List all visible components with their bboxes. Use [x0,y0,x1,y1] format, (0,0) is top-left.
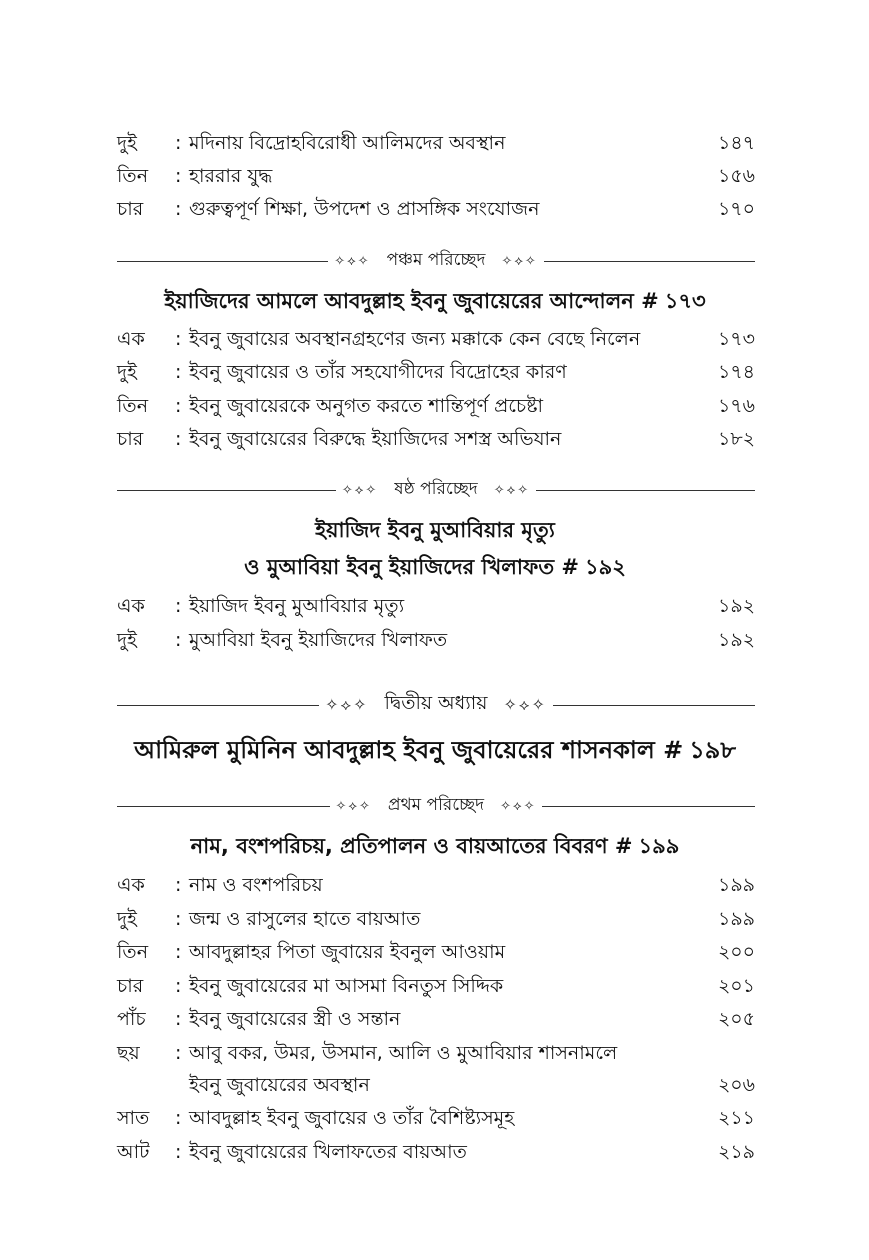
heading-text: আমিরুল মুমিনিন আবদুল্লাহ ইবনু জুবায়েরের শাসনকাল # [134,736,684,764]
toc-entry [117,904,755,934]
entry-title: হাররার যুদ্ধ [189,165,273,187]
divider-label: দ্বিতীয় অধ্যায় [384,692,488,714]
entry-title: আবদুল্লাহর পিতা জুবায়ের ইবনুল আওয়াম [189,941,506,963]
ornament-icon: ✧⟡✧ [501,253,538,269]
heading-page: ১৯২ [585,555,626,579]
chapter-heading [80,829,790,863]
chapter-heading [80,550,790,584]
entry-number: দুই [117,132,137,154]
entry-colon: : [175,165,182,187]
toc-entry [117,424,755,454]
entry-number: সাত [117,1107,150,1129]
toc-entry [117,128,755,158]
entry-number: ছয় [117,1042,140,1064]
ornament-icon: ✧⟡✧ [500,798,537,814]
toc-entry-continuation [117,1070,755,1100]
entry-page: ১৯২ [717,595,755,617]
entry-number: দুই [117,908,137,930]
toc-entry [117,870,755,900]
entry-colon: : [175,975,182,997]
entry-title: মদিনায় বিদ্রোহবিরোধী আলিমদের অবস্থান [189,132,506,154]
entry-number: এক [117,328,145,350]
ornament-icon: ✧⟡✧ [503,695,547,714]
entry-colon: : [175,395,182,417]
entry-title: মুআবিয়া ইবনু ইয়াজিদের খিলাফত [189,629,448,651]
toc-entry [117,357,755,387]
entry-page: ২১১ [717,1107,755,1129]
heading-text: নাম, বংশপরিচয়, প্রতিপালন ও বায়আতের বিবরণ # [190,834,633,858]
toc-entry [117,194,755,224]
toc-entry [117,391,755,421]
ornament-icon: ✧⟡✧ [341,482,379,498]
entry-page: ১৭৬ [717,395,755,417]
divider-line [553,705,755,706]
entry-colon: : [175,1042,182,1064]
heading-text: ইয়াজিদের আমলে আবদুল্লাহ ইবনু জুবায়েরের আন্দোলন # [164,289,659,313]
divider-line [542,806,755,807]
entry-page: ২০৫ [717,1008,755,1030]
divider-line [544,261,755,262]
entry-colon: : [175,941,182,963]
entry-page: ১৭৪ [717,361,755,383]
entry-colon: : [175,629,182,651]
entry-number: তিন [117,941,149,963]
toc-entry [117,625,755,655]
chapter-heading [80,513,790,547]
entry-page: ১৪৭ [717,132,755,154]
toc-entry [117,1103,755,1133]
entry-colon: : [175,361,182,383]
entry-page: ১৫৬ [717,165,755,187]
entry-colon: : [175,132,182,154]
entry-colon: : [175,328,182,350]
entry-title: নাম ও বংশপরিচয় [189,874,323,896]
entry-page: ২১৯ [717,1141,755,1163]
entry-page: ১৯৯ [718,908,755,930]
toc-entry [117,1004,755,1034]
entry-page: ১৯২ [717,629,755,651]
entry-colon: : [175,874,182,896]
entry-colon: : [175,908,182,930]
chapter-heading [80,284,790,318]
entry-number: পাঁচ [117,1008,146,1030]
entry-number: চার [117,428,144,450]
entry-title: গুরুত্বপূর্ণ শিক্ষা, উপদেশ ও প্রাসঙ্গিক সংযোজন [189,198,540,220]
ornament-icon: ✧⟡✧ [325,695,369,714]
entry-number: এক [117,595,145,617]
section-divider [117,793,755,819]
entry-colon: : [175,198,182,220]
entry-colon: : [175,428,182,450]
divider-line [117,261,328,262]
divider-label: পঞ্চম পরিচ্ছেদ [386,250,486,270]
entry-colon: : [175,1008,182,1030]
entry-page: ২০৬ [717,1074,755,1096]
chapter-heading [80,733,790,767]
entry-number: তিন [117,395,149,417]
divider-line [117,806,330,807]
heading-text: ও মুআবিয়া ইবনু ইয়াজিদের খিলাফত # [244,555,579,579]
entry-title: ইয়াজিদ ইবনু মুআবিয়ার মৃত্যু [189,595,405,617]
ornament-icon: ✧⟡✧ [334,253,371,269]
divider-label: ষষ্ঠ পরিচ্ছেদ [394,479,478,499]
entry-page: ২০০ [717,941,755,963]
toc-entry [117,161,755,191]
entry-page: ১৭০ [717,198,755,220]
divider-label: প্রথম পরিচ্ছেদ [387,795,485,815]
toc-entry [117,937,755,967]
toc-entry [117,591,755,621]
entry-page: ১৯৯ [718,874,755,896]
entry-title: ইবনু জুবায়েরের বিরুদ্ধে ইয়াজিদের সশস্ত্র অভিযান [189,428,562,450]
toc-entry [117,324,755,354]
entry-number: তিন [117,165,149,187]
entry-title: ইবনু জুবায়েরের অবস্থান [189,1074,370,1096]
entry-page: ১৮২ [717,428,755,450]
chapter-divider [117,692,755,718]
entry-colon: : [175,1141,182,1163]
entry-number: দুই [117,361,137,383]
entry-title: জন্ম ও রাসুলের হাতে বায়আত [189,908,421,930]
divider-line [117,705,319,706]
entry-title: আবদুল্লাহ ইবনু জুবায়ের ও তাঁর বৈশিষ্ট্যসমূহ [189,1107,515,1129]
toc-entry [117,1038,755,1068]
section-divider [117,477,755,503]
ornament-icon: ✧⟡✧ [335,798,372,814]
ornament-icon: ✧⟡✧ [493,482,531,498]
entry-title: ইবনু জুবায়ের অবস্থানগ্রহণের জন্য মক্কাকে কেন বেছে নিলেন [189,328,641,350]
heading-page: ১৭৩ [664,289,706,313]
heading-text: ইয়াজিদ ইবনু মুআবিয়ার মৃত্যু [315,518,555,542]
entry-title: ইবনু জুবায়েরকে অনুগত করতে শান্তিপূর্ণ প্রচেষ্টা [189,395,544,417]
entry-number: চার [117,198,144,220]
entry-title: ইবনু জুবায়েরের স্ত্রী ও সন্তান [189,1008,401,1030]
divider-line [536,490,755,491]
section-divider [117,248,755,274]
entry-title: ইবনু জুবায়ের ও তাঁর সহযোগীদের বিদ্রোহের কারণ [189,361,567,383]
entry-number: দুই [117,629,137,651]
toc-entry [117,1137,755,1167]
entry-number: আট [117,1141,150,1163]
entry-colon: : [175,1107,182,1129]
divider-line [117,490,336,491]
heading-page: ১৯৯ [638,834,680,858]
entry-number: চার [117,975,144,997]
entry-title: ইবনু জুবায়েরের খিলাফতের বায়আত [189,1141,467,1163]
entry-page: ২০১ [717,975,755,997]
entry-colon: : [175,595,182,617]
entry-title: ইবনু জুবায়েরের মা আসমা বিনতুস সিদ্দিক [189,975,504,997]
heading-page: ১৯৮ [689,736,736,764]
entry-title: আবু বকর, উমর, উসমান, আলি ও মুআবিয়ার শাসনামলে [189,1042,618,1064]
toc-entry [117,971,755,1001]
entry-page: ১৭৩ [717,328,755,350]
entry-number: এক [117,874,145,896]
